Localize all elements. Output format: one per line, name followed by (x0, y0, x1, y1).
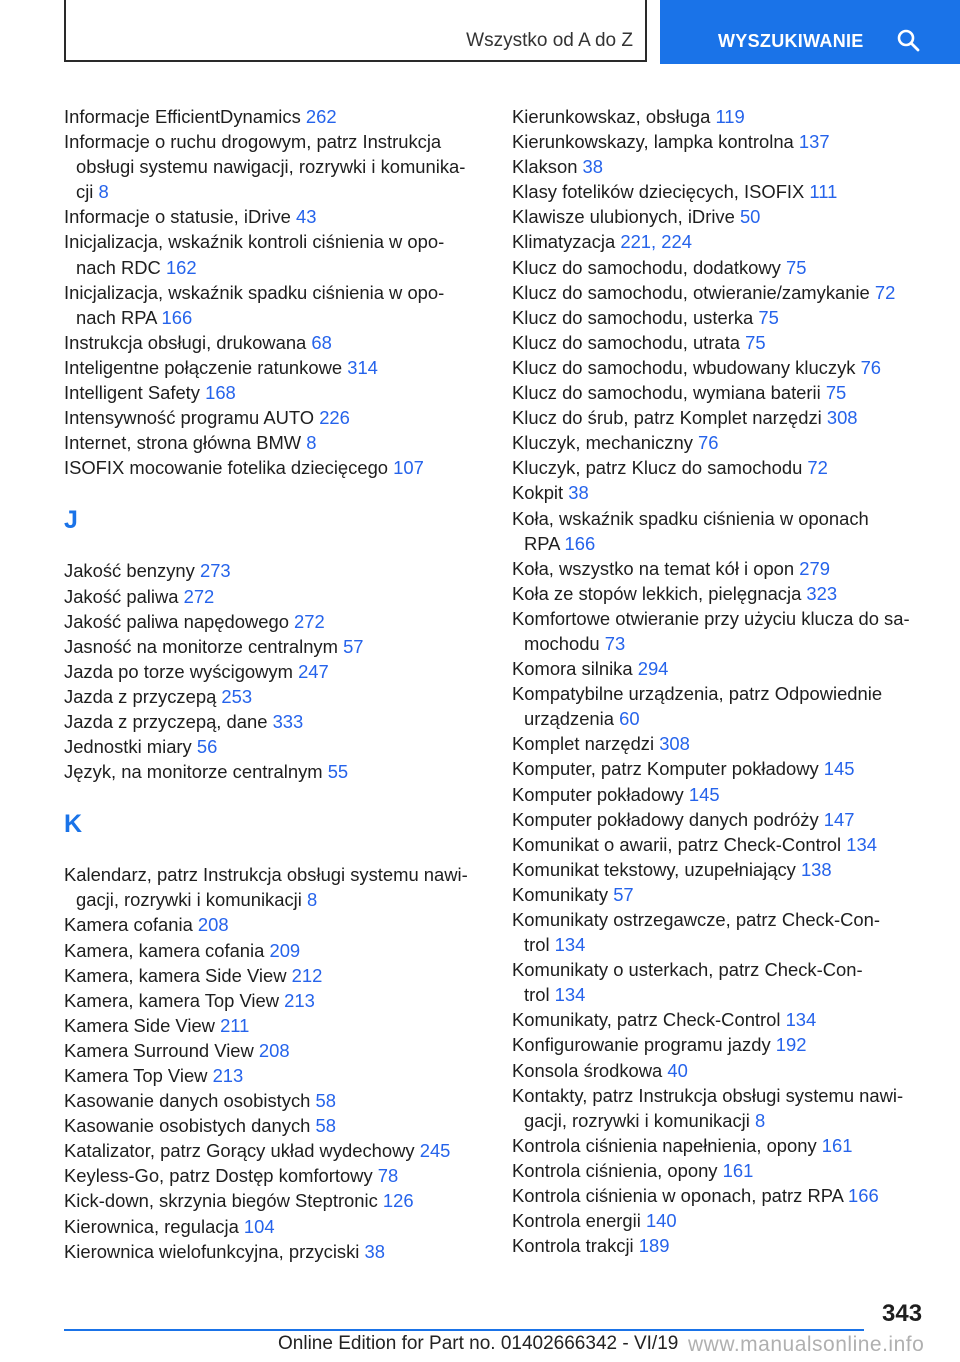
index-entry (512, 756, 932, 781)
page-ref-link[interactable]: 126 (382, 1190, 414, 1212)
index-entry (512, 506, 932, 556)
index-entry-text: Informacje o statusie, iDrive (64, 206, 297, 228)
page-ref-link[interactable]: 8 (754, 1109, 766, 1131)
index-entry (512, 330, 932, 355)
index-entry (64, 862, 484, 912)
index-entry (64, 709, 484, 734)
page-ref-link[interactable]: 75 (745, 331, 766, 353)
index-entry-text: Kompatybilne urządzenia, patrz Odpowiednie (512, 683, 883, 705)
index-entry-text: Klakson (512, 156, 583, 178)
index-entry (64, 229, 484, 279)
page-ref-link[interactable]: 166 (161, 306, 193, 328)
index-entry-text: Komunikaty ostrzegawcze, patrz Check-Con- (512, 909, 880, 930)
index-entry (64, 584, 484, 609)
page-ref-link[interactable]: 72 (807, 457, 828, 479)
index-entry (512, 480, 932, 505)
page-ref-link[interactable]: 213 (212, 1065, 244, 1086)
page-ref-link[interactable]: 272 (183, 585, 215, 607)
page-ref-link[interactable]: 253 (221, 685, 253, 707)
page-ref-link[interactable]: 134 (846, 833, 877, 855)
page-ref-link[interactable]: 192 (775, 1034, 807, 1056)
index-entry-text: Konsola środkowa (512, 1059, 668, 1081)
index-entry-text: Jasność na monitorze centralnym (64, 635, 344, 657)
index-entry (512, 1083, 932, 1133)
page-ref-link[interactable]: 262 (305, 106, 337, 127)
index-entry-text: Komputer, patrz Komputer pokładowy (512, 758, 824, 780)
index-entry (512, 405, 932, 430)
index-entry-text: Kokpit (512, 482, 569, 504)
index-entry-text: Jakość paliwa napędowego (64, 610, 295, 632)
edition-info: Online Edition for Part no. 01402666342 - VI/19 (278, 1333, 679, 1354)
page-ref-link[interactable]: 166 (564, 532, 596, 554)
index-entry (64, 330, 484, 355)
index-entry (512, 179, 932, 204)
index-entry (512, 857, 932, 882)
page-ref-link[interactable]: 168 (205, 382, 236, 404)
tab-a-to-z[interactable] (64, 0, 647, 62)
index-entry (512, 204, 932, 229)
index-entry (512, 1183, 932, 1208)
index-entry (64, 1214, 484, 1239)
index-entry (512, 782, 932, 807)
index-entry (512, 355, 932, 380)
index-entry (512, 104, 932, 129)
index-entry (64, 1088, 484, 1113)
page-ref-link[interactable]: 8 (306, 889, 318, 911)
index-entry-text: cji (76, 181, 99, 203)
index-entry-text: obsługi systemu nawigacji, rozrywki i komunika- (76, 156, 466, 178)
page-ref-link[interactable]: 38 (568, 482, 589, 504)
page-ref-link[interactable]: 107 (393, 457, 424, 479)
index-entry (64, 759, 484, 784)
index-entry (512, 1007, 932, 1032)
page-ref-link[interactable]: 161 (821, 1134, 853, 1156)
index-entry-text: nach RDC (76, 256, 166, 278)
index-entry (64, 1063, 484, 1088)
index-entry (512, 957, 932, 1007)
page-ref-link[interactable]: 138 (800, 858, 832, 880)
index-entry (512, 882, 932, 907)
index-entry-text: Koła, wszystko na temat kół i opon (512, 557, 800, 579)
index-entry-text: Inicjalizacja, wskaźnik kontroli ciśnienia w opo- (64, 231, 445, 253)
index-entry (512, 807, 932, 832)
page-ref-link[interactable]: 75 (758, 306, 779, 328)
index-entry-text: Koła ze stopów lekkich, pielęgnacja (512, 582, 807, 604)
page-ref-link[interactable]: 221, 224 (620, 231, 692, 253)
index-entry (512, 255, 932, 280)
index-entry (64, 912, 484, 937)
index-entry-text: Jazda z przyczepą (64, 685, 222, 707)
index-entry (512, 1133, 932, 1158)
page-ref-link[interactable]: 73 (604, 632, 626, 654)
page-ref-link[interactable]: 140 (645, 1210, 677, 1232)
page-ref-link[interactable]: 75 (825, 382, 847, 404)
index-entry-text: Komfortowe otwieranie przy użyciu klucza do sa- (512, 607, 910, 629)
page-ref-link[interactable]: 40 (667, 1059, 688, 1081)
page-ref-link[interactable]: 8 (98, 181, 109, 203)
page-ref-link[interactable]: 161 (722, 1159, 754, 1181)
page-ref-link[interactable]: 8 (306, 432, 317, 454)
page-ref-link[interactable]: 68 (311, 331, 332, 353)
index-entry-text: Kamera cofania (64, 914, 198, 936)
page-ref-link[interactable]: 104 (243, 1215, 275, 1237)
page-ref-link[interactable]: 58 (315, 1115, 336, 1137)
index-entry (512, 681, 932, 731)
index-entry-text: Kick-down, skrzynia biegów Steptronic (64, 1190, 383, 1212)
page-ref-link[interactable]: 76 (860, 356, 882, 378)
index-entry-text: Komunikaty (512, 883, 614, 905)
index-entry (512, 556, 932, 581)
page-ref-link[interactable]: 189 (638, 1235, 670, 1257)
page-ref-link[interactable]: 76 (698, 432, 719, 454)
index-column-right (512, 104, 932, 1258)
index-entry-text: Jakość benzyny (64, 560, 200, 582)
search-icon (896, 28, 920, 52)
page-ref-link[interactable]: 119 (715, 106, 745, 127)
index-entry-text: gacji, rozrywki i komunikacji (524, 1109, 755, 1131)
index-entry-text: Kamera, kamera cofania (64, 939, 270, 961)
index-entry-text: Klucz do samochodu, wymiana baterii (512, 382, 826, 404)
index-entry-text: Kontakty, patrz Instrukcja obsługi systemu nawi- (512, 1084, 904, 1106)
index-entry-text: Internet, strona główna BMW (64, 432, 307, 454)
index-entry (512, 455, 932, 480)
index-entry-text: Kontrola ciśnienia w oponach, patrz RPA (512, 1185, 848, 1207)
index-entry-text: Klawisze ulubionych, iDrive (512, 206, 740, 228)
index-entry (64, 1188, 484, 1213)
index-entry (64, 558, 484, 583)
index-entry-text: gacji, rozrywki i komunikacji (76, 889, 307, 911)
index-entry (64, 355, 484, 380)
index-entry (64, 1013, 484, 1038)
page-ref-link[interactable]: 50 (739, 206, 761, 228)
page-ref-link[interactable]: 308 (659, 733, 690, 755)
page-ref-link[interactable]: 56 (196, 736, 218, 758)
index-entry-text: Klucz do samochodu, wbudowany kluczyk (512, 356, 861, 378)
index-entry-text: Klimatyzacja (512, 231, 621, 253)
page-ref-link[interactable]: 323 (806, 582, 838, 604)
page-ref-link[interactable]: 57 (343, 635, 364, 657)
index-entry (64, 405, 484, 430)
index-entry-text: Komora silnika (512, 658, 638, 680)
page-ref-link[interactable]: 226 (319, 407, 350, 429)
index-entry-text: Kasowanie osobistych danych (64, 1115, 316, 1137)
index-entry-text: Katalizator, patrz Gorący układ wydechowy (64, 1140, 420, 1162)
index-entry-text: ISOFIX mocowanie fotelika dziecięcego (64, 457, 394, 479)
page-ref-link[interactable]: 294 (637, 658, 669, 680)
page-ref-link[interactable]: 272 (294, 610, 325, 632)
index-entry-text: nach RPA (76, 306, 162, 328)
header (0, 0, 960, 68)
page-ref-link[interactable]: 78 (377, 1165, 399, 1187)
index-entry-text: Kontrola trakcji (512, 1235, 639, 1257)
page-ref-link[interactable]: 208 (258, 1039, 290, 1061)
index-entry-text: Kamera, kamera Top View (64, 989, 285, 1011)
index-entry-text: Klucz do samochodu, usterka (512, 306, 759, 328)
page-ref-link[interactable]: 134 (554, 934, 586, 956)
index-entry-text: Kierunkowskazy, lampka kontrolna (512, 131, 799, 153)
page-ref-link[interactable]: 279 (799, 557, 830, 579)
page-ref-link[interactable]: 273 (199, 560, 231, 582)
index-entry (64, 1113, 484, 1138)
page-ref-link[interactable]: 134 (554, 984, 586, 1006)
index-entry-text: Komputer pokładowy danych podróży (512, 808, 824, 830)
index-entry (512, 1058, 932, 1083)
index-entry (512, 1208, 932, 1233)
index-entry-text: Intelligent Safety (64, 382, 206, 404)
page-ref-link[interactable]: 208 (197, 914, 229, 936)
index-entry (64, 1239, 484, 1264)
page-ref-link[interactable]: 75 (785, 256, 807, 278)
page-ref-link[interactable]: 314 (347, 356, 378, 378)
index-entry-text: Jakość paliwa (64, 585, 184, 607)
index-entry (64, 455, 484, 480)
index-entry-text: Kontrola ciśnienia, opony (512, 1159, 723, 1181)
index-entry-text: Kamera, kamera Side View (64, 964, 292, 986)
tab-a-to-z-label: Wszystko od A do Z (466, 30, 633, 51)
index-entry (512, 832, 932, 857)
index-entry-text: Inicjalizacja, wskaźnik spadku ciśnienia w opo- (64, 281, 445, 303)
page-ref-link[interactable]: 145 (688, 783, 720, 805)
index-entry-text: Konfigurowanie programu jazdy (512, 1034, 776, 1056)
index-entry (512, 606, 932, 656)
watermark: www.manualsonline.info (688, 1333, 925, 1356)
index-entry-text: Inteligentne połączenie ratunkowe (64, 356, 348, 378)
index-entry-text: Komunikaty, patrz Check-Control (512, 1009, 786, 1031)
index-entry (64, 684, 484, 709)
index-entry-text: Intensywność programu AUTO (64, 407, 320, 429)
index-entry-text: Kluczyk, mechaniczny (512, 432, 699, 454)
index-entry (64, 1038, 484, 1063)
index-entry (512, 305, 932, 330)
index-entry (64, 609, 484, 634)
index-entry-text: Komunikat tekstowy, uzupełniający (512, 858, 801, 880)
index-entry (64, 430, 484, 455)
index-entry-text: Kontrola energii (512, 1210, 646, 1232)
index-entry (512, 907, 932, 957)
page-ref-link[interactable]: 162 (165, 256, 197, 278)
index-entry (512, 229, 932, 254)
index-column-left (64, 104, 484, 1264)
page-ref-link[interactable]: 213 (284, 989, 315, 1011)
index-entry (512, 1032, 932, 1057)
index-entry-text: Jazda po torze wyścigowym (64, 660, 299, 682)
index-entry (64, 380, 484, 405)
page-ref-link[interactable]: 38 (582, 156, 604, 178)
index-entry-text: Jednostki miary (64, 736, 197, 758)
index-entry (64, 204, 484, 229)
tab-search-label: WYSZUKIWANIE (718, 31, 864, 51)
page-ref-link[interactable]: 72 (874, 281, 896, 303)
page-ref-link[interactable]: 60 (619, 708, 640, 730)
page-ref-link[interactable]: 211 (220, 1014, 250, 1036)
index-entry (512, 1158, 932, 1183)
index-entry (64, 938, 484, 963)
index-entry (64, 1138, 484, 1163)
index-entry-text: Informacje o ruchu drogowym, patrz Instrukcja (64, 131, 442, 153)
index-entry-text: Kamera Top View (64, 1065, 213, 1086)
index-entry (512, 129, 932, 154)
index-entry-text: Komunikaty o usterkach, patrz Check-Con- (512, 959, 863, 981)
page-ref-link[interactable]: 209 (269, 939, 301, 961)
index-entry (64, 963, 484, 988)
index-entry-text: Koła, wskaźnik spadku ciśnienia w oponach (512, 507, 869, 529)
index-entry-text: Jazda z przyczepą, dane (64, 710, 273, 732)
index-entry-text: Kluczyk, patrz Klucz do samochodu (512, 457, 808, 479)
index-entry (512, 731, 932, 756)
page-ref-link[interactable]: 166 (848, 1185, 879, 1207)
page-ref-link[interactable]: 333 (272, 710, 304, 732)
index-entry (512, 430, 932, 455)
index-entry-text: Kasowanie danych osobistych (64, 1090, 316, 1112)
tab-search[interactable] (660, 0, 960, 64)
page-ref-link[interactable]: 145 (823, 758, 855, 780)
index-entry-text: Instrukcja obsługi, drukowana (64, 331, 312, 353)
index-entry-text: trol (524, 984, 555, 1006)
page-ref-link[interactable]: 38 (364, 1240, 385, 1262)
index-entry (64, 1163, 484, 1188)
page-ref-link[interactable]: 245 (419, 1140, 451, 1162)
index-entry-text: Klucz do śrub, patrz Komplet narzędzi (512, 407, 827, 429)
page-ref-link[interactable]: 57 (613, 883, 634, 905)
index-entry (64, 659, 484, 684)
page-ref-link[interactable]: 247 (298, 660, 329, 682)
section-letter: K (64, 810, 83, 839)
page-ref-link[interactable]: 147 (823, 808, 855, 830)
index-entry-text: Kierunkowskaz, obsługa (512, 106, 716, 127)
index-entry (64, 280, 484, 330)
index-entry-text: Komplet narzędzi (512, 733, 660, 755)
page-number: 343 (882, 1300, 923, 1327)
page-ref-link[interactable]: 134 (785, 1009, 817, 1031)
index-entry-text: Komunikat o awarii, patrz Check-Control (512, 833, 847, 855)
page-ref-link[interactable]: 212 (291, 964, 323, 986)
index-entry-text: trol (524, 934, 555, 956)
page-ref-link[interactable]: 58 (315, 1090, 336, 1112)
index-entry-text: Kalendarz, patrz Instrukcja obsługi systemu nawi- (64, 864, 468, 886)
index-entry (512, 154, 932, 179)
index-entry-text: Kamera Side View (64, 1014, 221, 1036)
index-entry (512, 581, 932, 606)
index-entry-text: Klucz do samochodu, otwieranie/zamykanie (512, 281, 875, 303)
index-entry-text: urządzenia (524, 708, 620, 730)
index-entry (512, 280, 932, 305)
index-entry-text: RPA (524, 532, 565, 554)
index-entry-text: Keyless-Go, patrz Dostęp komfortowy (64, 1165, 378, 1187)
index-entry-text: Kamera Surround View (64, 1039, 259, 1061)
page-ref-link[interactable]: 308 (826, 407, 858, 429)
index-entry-text: mochodu (524, 632, 605, 654)
index-entry (64, 634, 484, 659)
index-entry-text: Klucz do samochodu, dodatkowy (512, 256, 786, 278)
index-entry (512, 656, 932, 681)
page-ref-link[interactable]: 43 (296, 206, 317, 228)
index-entry (64, 734, 484, 759)
page-ref-link[interactable]: 55 (327, 761, 349, 783)
index-entry (64, 104, 484, 129)
index-entry-text: Informacje EfficientDynamics (64, 106, 306, 127)
index-entry-text: Kierownica, regulacja (64, 1215, 244, 1237)
page-ref-link[interactable]: 111 (809, 181, 838, 203)
section-letter: J (64, 506, 78, 535)
page-ref-link[interactable]: 137 (798, 131, 830, 153)
footer-divider (64, 1329, 864, 1331)
index-entry (512, 380, 932, 405)
index-entry-text: Klucz do samochodu, utrata (512, 331, 746, 353)
index-entry-text: Kierownica wielofunkcyjna, przyciski (64, 1240, 365, 1262)
index-entry-text: Komputer pokładowy (512, 783, 689, 805)
index-entry (512, 1233, 932, 1258)
index-entry-text: Język, na monitorze centralnym (64, 761, 328, 783)
index-entry (64, 988, 484, 1013)
index-entry (64, 129, 484, 204)
index-entry-text: Klasy fotelików dziecięcych, ISOFIX (512, 181, 810, 203)
index-entry-text: Kontrola ciśnienia napełnienia, opony (512, 1134, 822, 1156)
